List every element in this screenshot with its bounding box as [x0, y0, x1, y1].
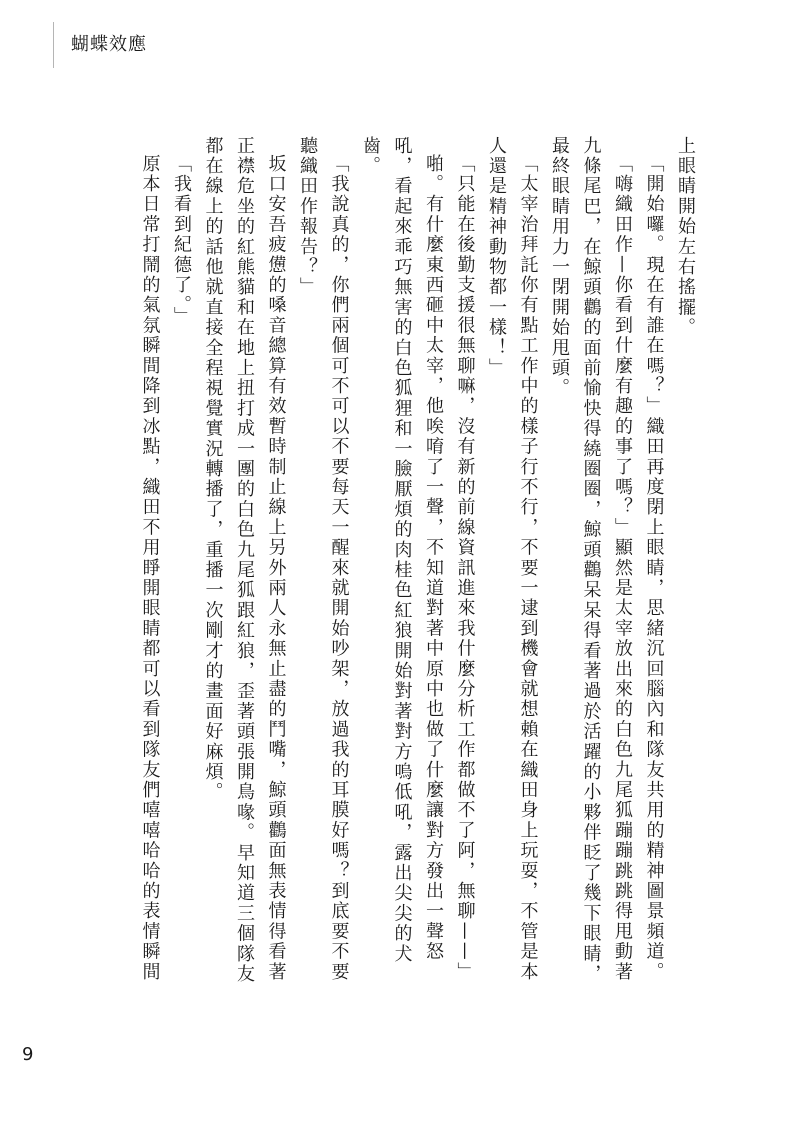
paragraph: 上眼睛開始左右搖擺。 [675, 136, 696, 338]
body-text [134, 136, 701, 988]
paragraph: 原本日常打鬧的氣氛瞬間降到冰點，織田不用睜開眼睛都可以看到隊友們嘻嘻哈哈的表情瞬間 [139, 154, 161, 983]
paragraph: 啪。有什麼東西砸中太宰，他唉唷了一聲，不知道對著中原中也做了什麼讓對方發出一聲怒吼，看起來乖巧無害的白色狐狸和一臉厭煩的肉桂色紅狼開始對著對方嗚低吼，露出尖尖的犬齒。 [360, 136, 444, 965]
paragraph: 「我看到紀德了。」 [171, 154, 192, 327]
header-rule [53, 22, 54, 68]
book-title: 蝴蝶效應 [71, 34, 147, 55]
paragraph: 坂口安吾疲憊的嗓音總算有效暫時制止線上另外兩人永無止盡的鬥嘴，鯨頭鸛面無表情得看著正襟危坐的紅熊貓和在地上扭打成一團的白色九尾狐跟紅狼，歪著頭張開鳥喙。早知道三個隊友都在線上的話他就直接全程視覺實況轉播了，重播一次剛才的畫面好麻煩。 [202, 136, 287, 985]
paragraph: 「我說真的，你們兩個可不可以不要每天一醒來就開始吵架，放過我的耳膜好嗎？到底要不要聽織田作報告？」 [297, 136, 350, 983]
page-number: 9 [22, 1044, 34, 1065]
paragraph: 「只能在後勤支援很無聊嘛，沒有新的前線資訊進來我什麼分析工作都做不了阿，無聊——」 [454, 154, 476, 983]
paragraph: 「太宰治拜託你有點工作中的樣子行不行，不要一逮到機會就想賴在織田身上玩耍，不管是本人還是精神動物都一樣！」 [486, 136, 539, 983]
paragraph: 「開始囉。現在有誰在嗎？」織田再度閉上眼睛，思緒沉回腦內和隊友共用的精神圖景頻道。 [643, 154, 665, 983]
paragraph: 「嗨織田作—你看到什麼有趣的事了嗎？」顯然是太宰放出來的白色九尾狐蹦蹦跳跳得甩動著九條尾巴，在鯨頭鸛的面前愉快得繞圈圈，鯨頭鸛呆呆得看著過於活躍的小夥伴眨了幾下眼睛，最終眼睛用力一閉開始甩頭。 [549, 136, 633, 985]
